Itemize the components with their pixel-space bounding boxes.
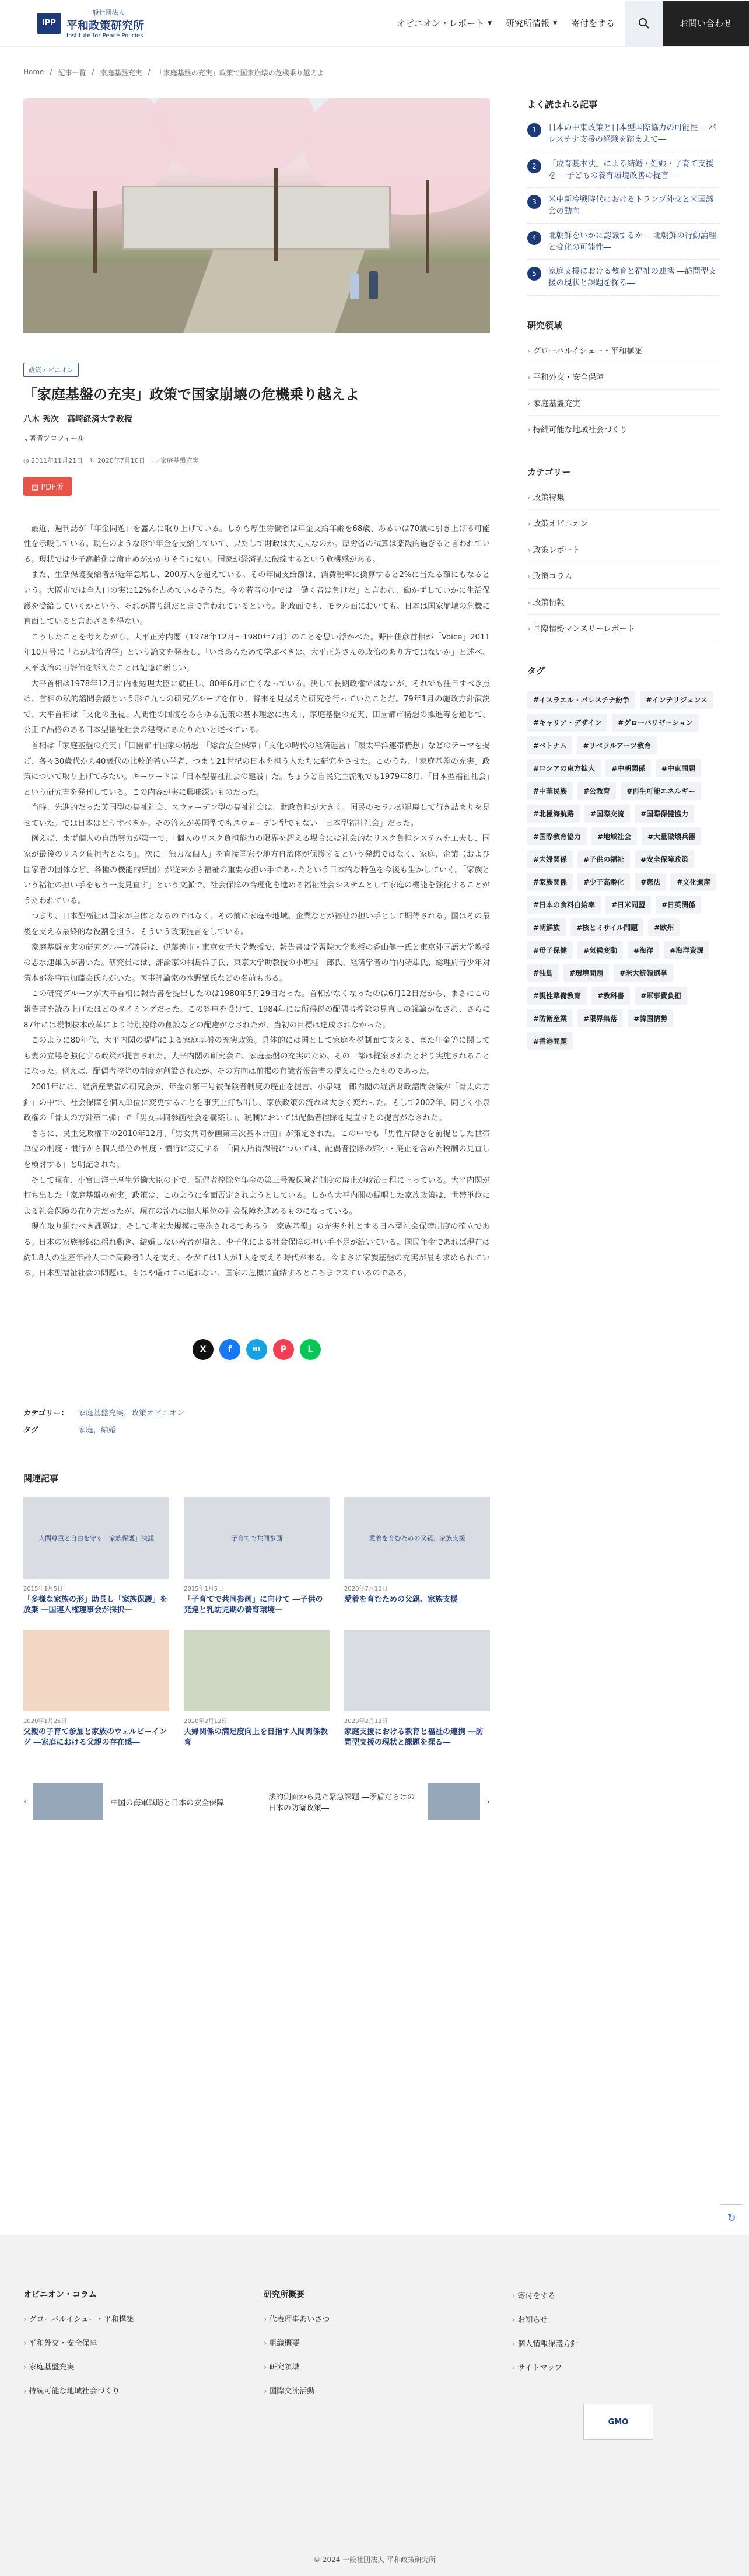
- popular-heading: よく読まれる記事: [527, 99, 598, 110]
- hero-image: [23, 98, 490, 333]
- paragraph: 現在取り組むべき課題は、そして将来大規模に実施されるであろう「家族基盤」の充実を柱とする日本型社会保障制度の確立である。日本の家族形態は揺れ動き、結婚しない若者が増え、少子化による社会保障の担い手不足が続いている。国民年金であれば現在は約1.8人の生産年齢人口で高齢者1人を支え、やがては1人が1人を支える時代が来る。今まさに家族基盤の充実が最も求められている。日本型福祉社会の問題は、もはや避けては通れない、国家の危機に直結するところまで来ているのである。: [23, 1222, 490, 1278]
- footer-link[interactable]: › 個人情報保護方針: [512, 2337, 578, 2348]
- tag-chip[interactable]: #母子保健: [527, 941, 573, 959]
- popular-item[interactable]: 4 北朝鮮をいかに認識するか ―北朝鮮の行動論理と変化の可能性―: [527, 224, 720, 260]
- footer-link[interactable]: › 平和外交・安全保障: [23, 2337, 134, 2348]
- author-name: 八木 秀次 高崎経済大学教授: [23, 414, 132, 424]
- tag-chip[interactable]: #朝鮮族: [527, 918, 566, 936]
- paragraph: 例えば、まず個人の自助努力が第一で、「個人のリスク負担能力の限界を超える場合には社会的なリスク負担システムを工夫し、国家が最後のリスク負担者となる」。次に「無力な個人」を直接国家や地方自治体が保護するという発想ではなく、家庭、企業（および国家者の団体など、各種の機能的集団）が従来から福祉の重要な担い手であったという日本的な特色を今後も生かしていく。「家族という福祉の担い手をもう一度見直す」という文脈で、社会保障の合理化を進める福祉社会システムとして家庭の機能を強化することがうたわれている。: [23, 834, 490, 906]
- search-icon: [638, 18, 650, 29]
- nav-opinion[interactable]: オピニオン・レポート ▼: [397, 18, 492, 29]
- tag-chip[interactable]: #子供の福祉: [578, 850, 630, 868]
- popular-list: [527, 116, 720, 296]
- tag-chip[interactable]: #イスラエル・パレスチナ紛争: [527, 691, 635, 709]
- popular-item[interactable]: 1 日本の中東政策と日本型国際協力の可能性 ―パレスチナ支援の経験を踏まえて―: [527, 116, 720, 152]
- chevron-down-icon: ⌄: [23, 434, 30, 442]
- tag-chip[interactable]: #国際交流: [584, 805, 630, 823]
- share-facebook-button[interactable]: f: [219, 1339, 240, 1360]
- card-thumbnail: 子育てで共同参画: [184, 1497, 330, 1579]
- breadcrumb-articles[interactable]: 記事一覧: [58, 69, 86, 77]
- share-line-button[interactable]: L: [300, 1339, 321, 1360]
- paragraph: この研究グループが大平首相に報告書を提出したのは1980年5月29日だった。首相がなくなったのは6月12日だから、まさにこの報告書を読み上げたほどのタイミングだった。この答申を受けて、1984年には所得税の配偶者控除の見直しの議論がなされ、さらに87年には税制抜本改革により特別控除の創設などの配慮がなされたが、当初の目標は達成されなかった。: [23, 990, 490, 1030]
- sidebar: [527, 98, 720, 1050]
- tag-chip[interactable]: #米大統領選挙: [614, 964, 673, 982]
- breadcrumb: Home / 記事一覧 / 家庭基盤充実 / 「家庭基盤の充実」政策で国家崩壊の危機乗り越えよ: [23, 68, 324, 77]
- field-item[interactable]: › 家庭基盤充実: [527, 390, 720, 416]
- logo-mark-icon: IPP: [37, 13, 61, 34]
- tag-chip[interactable]: #核とミサイル問題: [570, 918, 643, 936]
- card-thumbnail: 人間尊重と自由を守る「家族保護」決議: [23, 1497, 169, 1579]
- tag-chip[interactable]: #キャリア・デザイン: [527, 714, 607, 732]
- site-footer: [0, 2235, 749, 2576]
- tag-chip[interactable]: #防衛産業: [527, 1009, 573, 1027]
- category-item[interactable]: › 政策レポート: [527, 536, 720, 562]
- article-category[interactable]: ▭ 家庭基盤充実: [152, 456, 199, 464]
- author-profile-toggle[interactable]: ⌄著者プロフィール: [23, 434, 85, 442]
- related-heading: 関連記事: [23, 1473, 59, 1484]
- tag-chip[interactable]: #国際教育協力: [527, 827, 587, 845]
- field-item[interactable]: › グローバルイシュー・平和構築: [527, 337, 720, 363]
- footer-link[interactable]: › 組織概要: [264, 2337, 330, 2348]
- tag-chip[interactable]: #教科書: [592, 987, 630, 1005]
- popular-item[interactable]: 5 家庭支援における教育と福祉の連携 ―訪問型支援の現状と課題を探る―: [527, 260, 720, 296]
- related-card[interactable]: 人間尊重と自由を守る「家族保護」決議 2015年1月5日 「多様な家族の形」助長し「家族保護」を放棄 ―国連人権理事会が採択―: [23, 1497, 169, 1616]
- field-item[interactable]: › 持続可能な地域社会づくり: [527, 416, 720, 442]
- meta-category-label: カテゴリー：: [23, 1408, 69, 1418]
- category-item[interactable]: › 政策特集: [527, 484, 720, 510]
- footer-link[interactable]: › 研究領域: [264, 2361, 330, 2372]
- card-thumbnail: [184, 1630, 330, 1711]
- footer-link[interactable]: › 代表理事あいさつ: [264, 2313, 330, 2324]
- paragraph: 最近、週刊誌が「年金問題」を盛んに取り上げている。しかも厚生労働省は年金支給年齢を68歳、あるいは70歳に引き上げる可能性を示唆している。現在のような形で年金を支給していて、果たして財政は大丈夫なのか。厚労省の試算は楽観的過ぎると言われている。現状では少子高齢化は歯止めがかかりそうにない。国家が経済的に破綻するという危機感がある。: [23, 524, 490, 564]
- tag-chip[interactable]: #インテリジェンス: [640, 691, 713, 709]
- document-icon: ▤: [32, 483, 39, 492]
- folder-icon: ▭: [152, 456, 159, 464]
- updated-date: ↻ 2020年7月10日: [90, 456, 145, 464]
- paragraph: また、生活保護受給者が近年急増し、200万人を超えている。その年間支給額は、消費税率に換算すると2%に当たる額にもなるという。大阪市では全人口の実に12%を占めているそうだ。今の若者の中では「働く者は負けだ」と言われ、働かずしていかに生活保護を受給していくかという、それが勝ち組だとまで言われているという。財政面でも、モラル面においても、日本は国家崩壊の危機に直面していると言わざるを得ない。: [23, 571, 490, 627]
- card-thumbnail: 愛着を育むための父親、家族支援: [344, 1497, 490, 1579]
- main-nav: [390, 0, 749, 47]
- paragraph: さらに、民主党政権下の2010年12月、「男女共同参画第三次基本計画」が策定された。この中でも「男性片働きを前提とした世帯単位の制度・慣行から個人単位の制度・慣行に変更する」「個人所得課税については、配偶者控除の縮小・廃止を含めた税制の見直しを検討する」と明記された。: [23, 1129, 490, 1169]
- paragraph: 2001年には、経済産業省の研究会が、年金の第三号被保険者制度の廃止を提言、小泉純一郎内閣の経済財政諮問会議が「骨太の方針」の中で、社会保障を個人単位に変更することを事実上打ち出し、家族政策の流れは大きく変わった。そして2002年、同じく小泉政権の「骨太の方針第二弾」で「男女共同参画社会を構築し」、税制においては配偶者控除を見直すとの提言がなされた。: [23, 1082, 490, 1123]
- fields-heading: 研究領域: [527, 320, 563, 331]
- paragraph: 首相は「家庭基盤の充実」「田園都市国家の構想」「総合安全保障」「文化の時代の経済運営」「環太平洋連帯構想」などのテーマを掲げ、各々30歳代から40歳代の比較的若い学者、つまり21世紀の日本を担う人たちに研究をさせた。このうち、「家庭基盤の充実」政策について取り上げてみたい。キーワードは「日本型福祉社会の建設」だ。ちょうど自民党主流派でも1979年8月、「日本型福祉社会」という研究書を発刊している。この内容が実に興味深いものだった。: [23, 741, 490, 797]
- related-grid: [23, 1497, 490, 1749]
- category-list: [527, 484, 720, 641]
- footer-link[interactable]: › サイトマップ: [512, 2361, 578, 2372]
- category-item[interactable]: › 政策コラム: [527, 562, 720, 589]
- category-heading: カテゴリー: [527, 466, 571, 477]
- category-item[interactable]: › 政策オピニオン: [527, 510, 720, 536]
- tag-chip[interactable]: #日英関係: [656, 896, 701, 914]
- tag-chip[interactable]: #公教育: [578, 782, 616, 800]
- fields-list: [527, 337, 720, 442]
- tag-chip[interactable]: #日本の食料自給率: [527, 896, 601, 914]
- tag-chip[interactable]: #北極海航路: [527, 805, 580, 823]
- footer-col2-heading: 研究所概要: [264, 2290, 304, 2299]
- article-dates: [23, 456, 490, 465]
- logo-main: 平和政策研究所: [66, 19, 145, 32]
- paragraph: このように80年代、大平内閣の提唱による家庭基盤の充実政策。具体的には国として家庭を税制面で支える、また年金等に関しても妻の立場を強化する政策が提言された。大平内閣の研究会で、家庭基盤の充実のため、その一部は提案されたとおり実施されることになった。例えば、配偶者控除の制度が創設されたが、その方向は前掲の有識者報告書の提案に沿ったものであった。: [23, 1036, 490, 1076]
- share-x-button[interactable]: X: [192, 1339, 214, 1360]
- category-item[interactable]: › 国際情勢マンスリーレポート: [527, 615, 720, 641]
- related-card[interactable]: 2020年1月25日 父親の子育て参加と家族のウェルビーイング ―家庭における父親の存在感―: [23, 1630, 169, 1748]
- logo-small: 一般社団法人: [86, 8, 125, 16]
- meta-tag-value[interactable]: 家庭，結婚: [78, 1425, 117, 1435]
- related-card[interactable]: 子育てで共同参画 2015年1月5日 「子育てで共同参画」に向けて ―子供の発達と乳幼児期の養育環境―: [184, 1497, 330, 1616]
- article-meta: [23, 1407, 490, 1435]
- chevron-down-icon: ▼: [488, 20, 492, 26]
- site-logo[interactable]: [37, 8, 144, 39]
- nav-donate[interactable]: 寄付をする: [570, 18, 615, 29]
- tag-chip[interactable]: #日米同盟: [606, 896, 651, 914]
- pdf-button[interactable]: ▤ PDF版: [23, 477, 72, 496]
- meta-category-value[interactable]: 家庭基盤充実，政策オピニオン: [78, 1408, 185, 1418]
- paragraph: 家庭基盤充実の研究グループ議長は、伊藤善市・東京女子大学教授で、報告書は学習院大学教授の香山健一氏と東京外国語大学教授の志水速雄氏が書いた。研究員には、評論家の桐島洋子氏、東京大学助教授の小堀桂一郎氏、経済学者の竹内靖雄氏、総理府青少年対策本部参事官加藤会氏らがいた。医事評論家の水野肇氏などの名前もある。: [23, 943, 490, 983]
- tag-chip[interactable]: #海洋資源: [664, 941, 709, 959]
- footer-link[interactable]: › お知らせ: [512, 2313, 578, 2325]
- card-thumbnail: [344, 1630, 490, 1711]
- related-card[interactable]: 2020年2月12日 夫婦関係の満足度向上を目指す人間関係教育: [184, 1630, 330, 1748]
- footer-link[interactable]: › 持続可能な地域社会づくり: [23, 2385, 134, 2396]
- next-post-link[interactable]: 法的側面から見た緊急課題 ―矛盾だらけの日本の防衛政策― ›: [268, 1783, 490, 1820]
- contact-button[interactable]: お問い合わせ: [663, 1, 749, 46]
- footer-link[interactable]: › 寄付をする: [512, 2290, 578, 2301]
- prev-post-link[interactable]: ‹ 中国の海軍戦略と日本の安全保障: [23, 1783, 245, 1820]
- tag-chip[interactable]: #韓国情勢: [628, 1009, 673, 1027]
- breadcrumb-current: 「家庭基盤の充実」政策で国家崩壊の危機乗り越えよ: [156, 69, 324, 77]
- nav-institute[interactable]: 研究所情報 ▼: [506, 18, 557, 29]
- tag-chip[interactable]: #気候変動: [578, 941, 623, 959]
- post-pager: [23, 1778, 490, 1825]
- footer-link[interactable]: › 国際交流活動: [264, 2385, 330, 2396]
- paragraph: つまり、日本型福祉は国家が主体となるのではなく、その前に家庭や地域、企業などが福祉の担い手として期待される。国はその最後を支える最終的な役割を担う、そういう政策提言をしている。: [23, 912, 490, 937]
- tag-chip[interactable]: #環境問題: [564, 964, 609, 982]
- search-button[interactable]: [625, 1, 663, 46]
- tag-chip[interactable]: #安全保障政策: [635, 850, 694, 868]
- tag-chip[interactable]: #海洋: [628, 941, 659, 959]
- article-body: [23, 522, 490, 1282]
- popular-item[interactable]: 3 米中新冷戦時代におけるトランプ外交と米国議会の動向: [527, 188, 720, 224]
- footer-link[interactable]: › 家庭基盤充実: [23, 2361, 134, 2372]
- chevron-right-icon: ›: [487, 1797, 490, 1806]
- paragraph: 大平首相は1978年12月に内閣総理大臣に就任し、80年6月に亡くなっている。決して長期政権ではないが、それでも注目すべき点は、首相の私的諮問会議という形で九つの研究グループを作り、将来を見据えた研究を行っていたことだ。79年1月の施政方針演説で、大平首相は「文化の重視、人間性の回復をあらゆる施策の基本理念に据え」、家庭基盤の充実、田園都市構想の推進等を通じて、公正で品格のある日本型福祉社会の建設にあたりたいと述べている。: [23, 679, 490, 735]
- tag-chip[interactable]: #ベトナム: [527, 736, 572, 754]
- field-item[interactable]: › 平和外交・安全保障: [527, 363, 720, 390]
- tag-chip[interactable]: #リベラルアーツ教育: [577, 736, 657, 754]
- published-date: ◷ 2011年11月21日: [23, 456, 83, 464]
- tag-cloud: [527, 691, 720, 1050]
- tag-chip[interactable]: #国際保健協力: [635, 805, 694, 823]
- chevron-down-icon: ▼: [553, 20, 557, 26]
- paragraph: そして現在、小宮山洋子厚生労働大臣の下で、配偶者控除や年金の第三号被保険者制度の廃止が政治日程に上っている。大平内閣が打ち出した「家庭基盤の充実」政策は、このように全面否定されようとしている。しかも大平内閣の提唱した家族政策は、世帯単位による社会保障の在り方だったが、現在の流れは個人単位の社会保障を進めるものになっている。: [23, 1176, 490, 1216]
- footer-col1-heading: オピニオン・コラム: [23, 2290, 97, 2299]
- tag-chip[interactable]: #地域社会: [592, 827, 637, 845]
- share-buttons: [23, 1339, 490, 1360]
- tag-chip[interactable]: #家族関係: [527, 873, 573, 891]
- copyright: © 2024 一般社団法人 平和政策研究所: [313, 2556, 436, 2564]
- paragraph: 当時、先進的だった英国型の福祉社会、スウェーデン型の福祉社会は、財政負担が大きく、国民のモラルが退廃して行き詰まりを見せていた。では日本はどうすべきか。その答えが英国型でもスウェーデン型でもない「日本型福祉社会」だった。: [23, 803, 490, 828]
- meta-tag-label: タグ: [23, 1425, 39, 1435]
- tag-chip[interactable]: #再生可能エネルギー: [621, 782, 701, 800]
- category-badge[interactable]: 政策オピニオン: [23, 363, 79, 377]
- tag-chip[interactable]: #軍事費負担: [635, 987, 687, 1005]
- breadcrumb-home[interactable]: Home: [23, 68, 44, 76]
- security-seal-icon: GMO: [583, 2404, 653, 2440]
- tag-chip[interactable]: #独島: [527, 964, 559, 982]
- tag-chip[interactable]: #中華民族: [527, 782, 573, 800]
- related-card[interactable]: 愛着を育むための父親、家族支援 2020年7月10日 愛着を育むための父親、家族支援: [344, 1497, 490, 1616]
- popular-item[interactable]: 2 「成育基本法」による結婚・妊娠・子育て支援を ―子どもの養育環境改善の提言―: [527, 152, 720, 188]
- paragraph: こうしたことを考えながら、大平正芳内閣（1978年12月〜1980年7月）のことを思い浮かべた。野田佳彦首相が「Voice」2011年10月号に「わが政治哲学」という論文を発表し、「いまあらためて学ぶべきは、大平正芳さんの政治のあり方ではないか」と述べ、大平政治の再評価を訴えたことは記憶に新しい。: [23, 632, 490, 673]
- refresh-icon: ↻: [90, 456, 96, 464]
- clock-icon: ◷: [23, 456, 29, 464]
- tag-chip[interactable]: #ロシアの東方拡大: [527, 759, 601, 777]
- tag-chip[interactable]: #香港問題: [527, 1032, 573, 1050]
- tag-chip[interactable]: #グローバリゼーション: [612, 714, 698, 732]
- article-title: 「家庭基盤の充実」政策で国家崩壊の危機乗り越えよ: [23, 386, 359, 403]
- category-item[interactable]: › 政策情報: [527, 589, 720, 615]
- share-hatena-button[interactable]: B!: [246, 1339, 267, 1360]
- tag-chip[interactable]: #夫婦関係: [527, 850, 573, 868]
- tag-chip[interactable]: #少子高齢化: [578, 873, 630, 891]
- breadcrumb-category[interactable]: 家庭基盤充実: [100, 69, 142, 77]
- tag-chip[interactable]: #親性準備教育: [527, 987, 587, 1005]
- share-pocket-button[interactable]: P: [273, 1339, 294, 1360]
- tag-chip[interactable]: #大量破壊兵器: [642, 827, 701, 845]
- footer-link[interactable]: › グローバルイシュー・平和構築: [23, 2313, 134, 2324]
- recaptcha-badge-icon[interactable]: ↻: [720, 2204, 743, 2231]
- tag-heading: タグ: [527, 665, 545, 676]
- tag-chip[interactable]: #中朝関係: [606, 759, 651, 777]
- article-main: [23, 98, 490, 1825]
- card-thumbnail: [23, 1630, 169, 1711]
- logo-en: Institute for Peace Policies: [66, 32, 144, 39]
- related-card[interactable]: 2020年2月12日 家庭支援における教育と福祉の連携 ―訪問型支援の現状と課題を探る―: [344, 1630, 490, 1748]
- chevron-left-icon: ‹: [23, 1797, 27, 1806]
- tag-chip[interactable]: #欧州: [648, 918, 680, 936]
- tag-chip[interactable]: #中東問題: [656, 759, 701, 777]
- tag-chip[interactable]: #憲法: [635, 873, 666, 891]
- tag-chip[interactable]: #文化遺産: [671, 873, 716, 891]
- tag-chip[interactable]: #限界集落: [578, 1009, 623, 1027]
- site-header: [0, 0, 749, 47]
